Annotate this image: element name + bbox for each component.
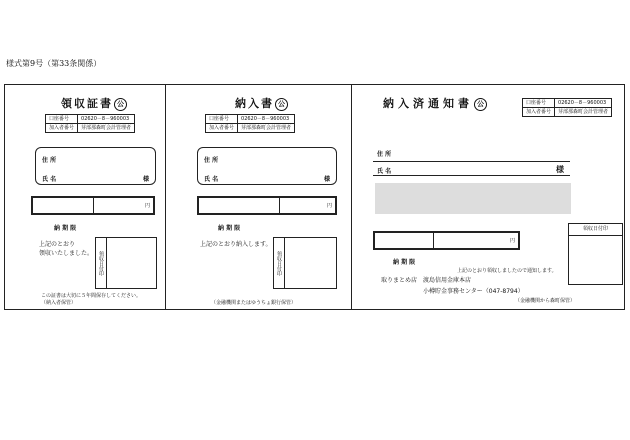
account-label: 口座番号 xyxy=(206,115,238,124)
address-divider-line xyxy=(373,161,570,162)
receipt-note-1: この証書は大切に５年間保存してください。 xyxy=(41,293,142,299)
receipt-note-2: （納入者保管） xyxy=(41,300,77,306)
form-number: 様式第9号（第33条関係） xyxy=(6,59,102,68)
payment-title-text: 納入書 xyxy=(235,97,274,110)
section-divider xyxy=(351,85,352,309)
account-label: 口座番号 xyxy=(46,115,78,124)
received-text-2: 領収いたしました。 xyxy=(39,250,94,257)
payment-amount-box[interactable] xyxy=(197,196,337,215)
agent-label: 取りまとめ店 xyxy=(381,277,418,284)
paid-text: 上記のとおり納入します。 xyxy=(200,241,272,248)
notice-title xyxy=(383,95,487,111)
receipt-date-stamp-box xyxy=(95,237,157,289)
account-label: 口座番号 xyxy=(523,99,555,108)
receipt-amount-box[interactable] xyxy=(31,196,155,215)
stamp-label: 領収日付印 xyxy=(274,238,285,288)
notify-text: 上記のとおり領収しましたので通知します。 xyxy=(457,268,557,274)
stamp-label: 領収日付印 xyxy=(96,238,107,288)
receipt-title-text: 領収証書 xyxy=(61,97,113,110)
sama-label: 様 xyxy=(556,165,564,174)
notice-shaded-area xyxy=(375,183,571,214)
payment-title xyxy=(235,95,288,111)
subscriber-value: 芽部那森町会計管理者 xyxy=(238,124,295,133)
address-label: 住 所 xyxy=(377,151,392,158)
sama-label: 様 xyxy=(323,176,330,183)
notice-note: （金融機関から森町保管） xyxy=(515,298,576,304)
payment-account-table xyxy=(205,114,295,133)
public-seal-icon: 公 xyxy=(474,98,487,111)
section-divider xyxy=(165,85,166,309)
receipt-address-box[interactable] xyxy=(35,147,156,185)
account-value: 02620－8－960003 xyxy=(238,115,295,124)
amount-divider xyxy=(93,198,94,213)
payment-note: （金融機関またはゆうちょ銀行保管） xyxy=(211,300,297,306)
agent-bank-1: 渡島信用金庫本店 xyxy=(423,277,472,284)
public-seal-icon: 公 xyxy=(114,98,127,111)
yen-label: 円 xyxy=(326,203,332,209)
notice-account-table xyxy=(522,98,612,117)
subscriber-value: 芽部那森町会計管理者 xyxy=(555,108,612,117)
name-label: 氏 名 xyxy=(377,168,392,175)
address-label: 住 所 xyxy=(42,157,57,164)
name-underline xyxy=(373,175,570,176)
amount-divider xyxy=(433,233,434,248)
due-date-label: 納 期 限 xyxy=(218,225,241,232)
due-date-label: 納 期 限 xyxy=(393,259,416,266)
notice-amount-box[interactable] xyxy=(373,231,520,250)
receipt-title xyxy=(61,95,127,111)
sama-label: 様 xyxy=(142,176,149,183)
subscriber-label: 加入者番号 xyxy=(523,108,555,117)
stamp-label: 領収日付印 xyxy=(569,224,622,236)
subscriber-value: 芽部那森町会計管理者 xyxy=(78,124,135,133)
name-label: 氏 名 xyxy=(42,176,57,183)
receipt-account-table xyxy=(45,114,135,133)
payment-form xyxy=(4,84,625,310)
yen-label: 円 xyxy=(144,203,150,209)
yen-label: 円 xyxy=(509,238,515,244)
account-value: 02620－8－960003 xyxy=(555,99,612,108)
notice-date-stamp-box xyxy=(568,223,623,285)
payment-date-stamp-box xyxy=(273,237,337,289)
due-date-label: 納 期 限 xyxy=(54,225,77,232)
account-value: 02620－8－960003 xyxy=(78,115,135,124)
subscriber-label: 加入者番号 xyxy=(46,124,78,133)
agent-bank-2: 小樽貯金事務センター（047-8794） xyxy=(423,288,524,295)
received-text-1: 上記のとおり xyxy=(39,241,76,248)
amount-divider xyxy=(279,198,280,213)
notice-title-text: 納入済通知書 xyxy=(383,97,473,110)
name-label: 氏 名 xyxy=(204,176,219,183)
public-seal-icon: 公 xyxy=(275,98,288,111)
subscriber-label: 加入者番号 xyxy=(206,124,238,133)
address-label: 住 所 xyxy=(204,157,219,164)
payment-address-box[interactable] xyxy=(197,147,337,185)
